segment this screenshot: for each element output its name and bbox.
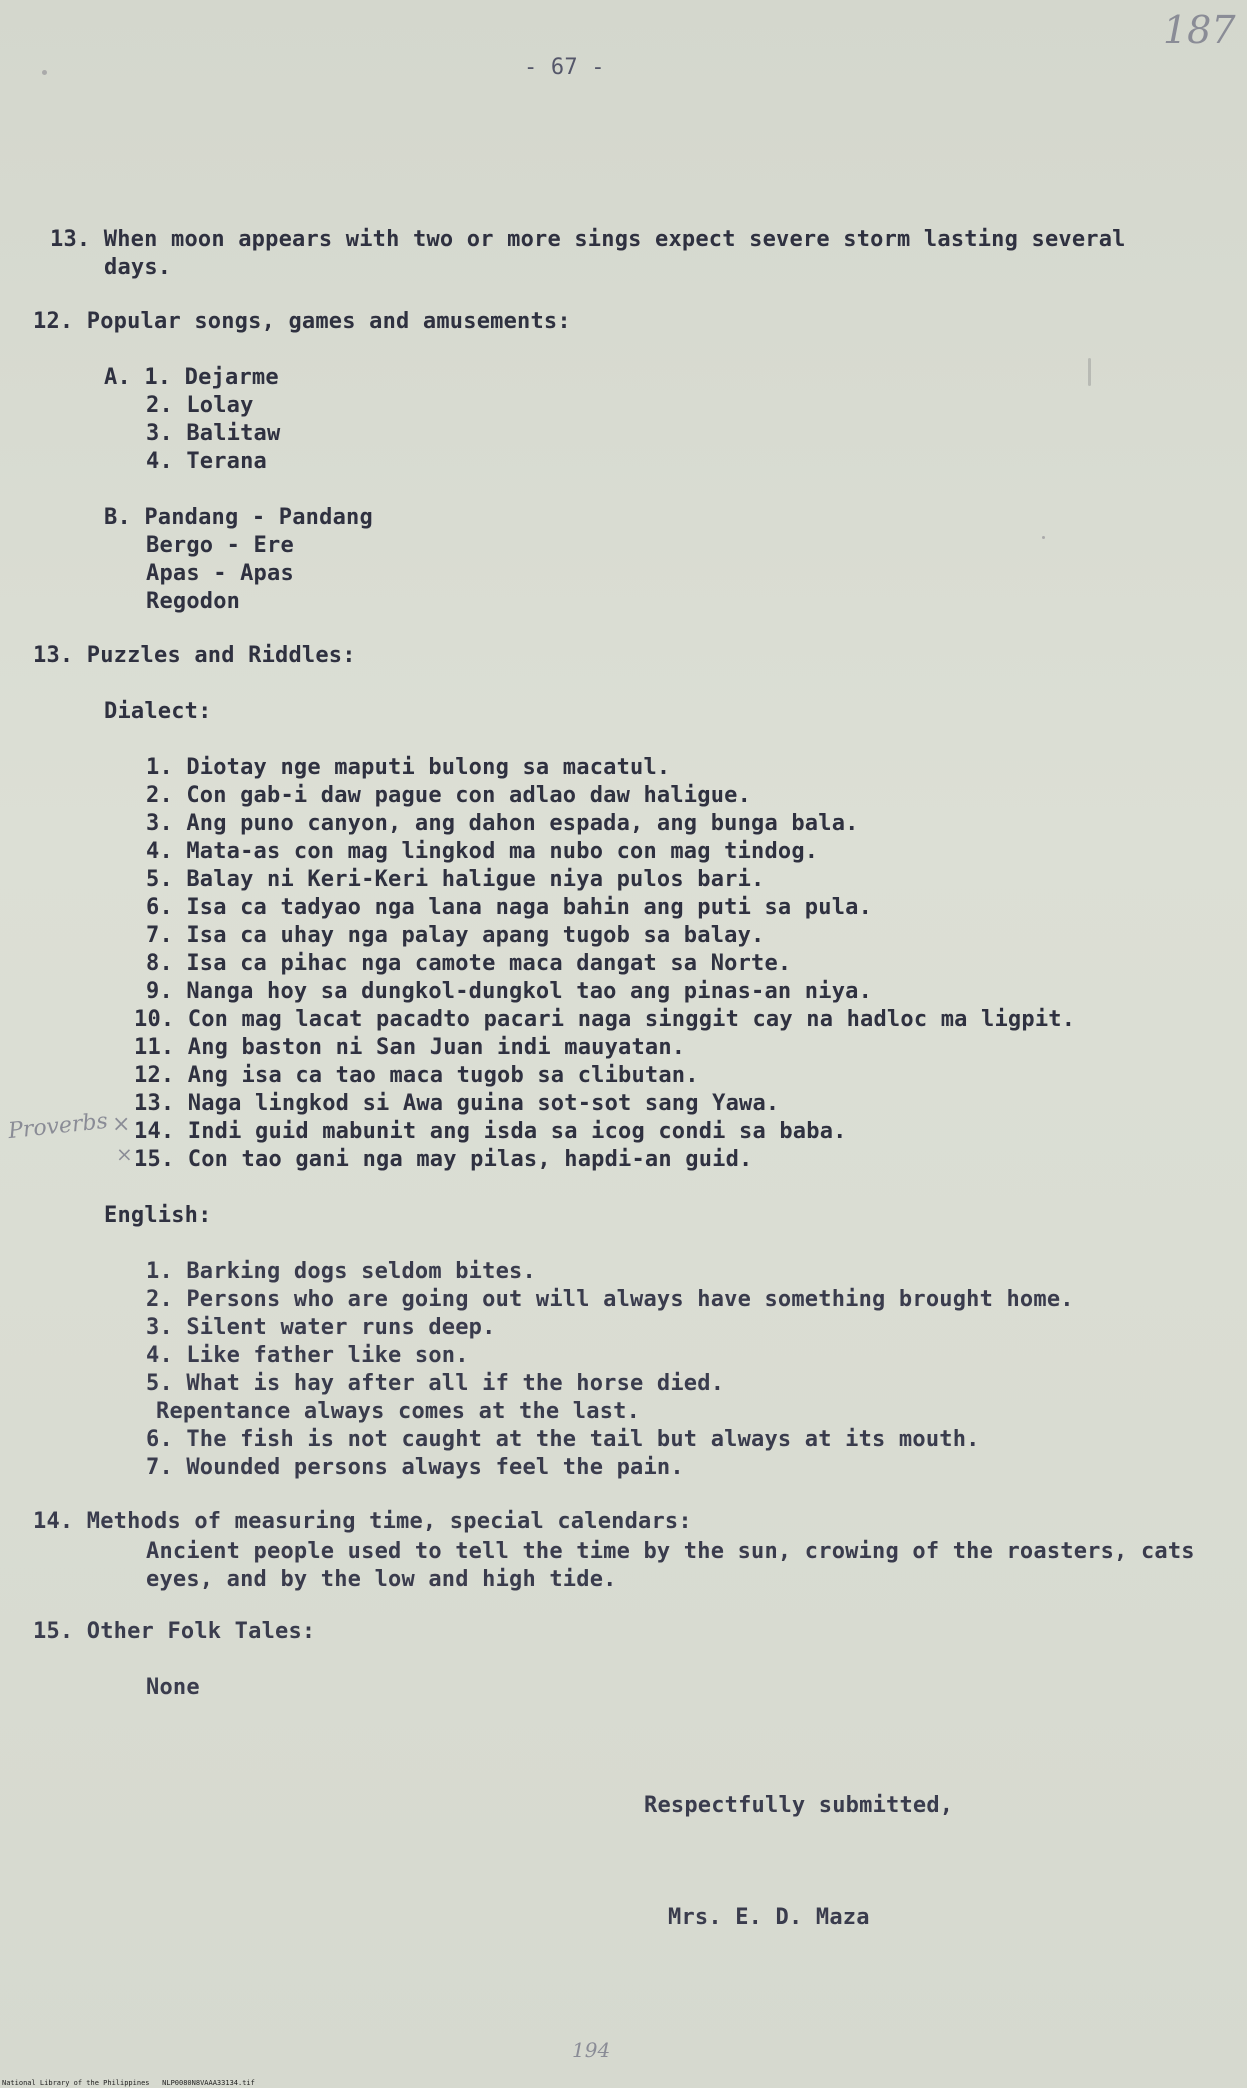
riddle-item: 9. Nanga hoy sa dungkol-dungkol tao ang pinas-an niya. <box>146 979 873 1004</box>
section-15-body: None <box>146 1675 200 1700</box>
riddle-item: 14. Indi guid mabunit ang isda sa icog condi sa baba. <box>134 1119 847 1144</box>
weather-item-line-2: days. <box>104 255 172 280</box>
song-item: A. 1. Dejarme <box>104 365 279 390</box>
proverb-item: 5. What is hay after all if the horse died. <box>146 1371 725 1396</box>
proverb-item: 7. Wounded persons always feel the pain. <box>146 1455 684 1480</box>
paper-speck <box>42 70 47 75</box>
section-12-heading: 12. Popular songs, games and amusements: <box>33 309 571 334</box>
proverb-item: Repentance always comes at the last. <box>156 1399 641 1424</box>
game-item: Apas - Apas <box>146 561 294 586</box>
riddle-item: 7. Isa ca uhay nga palay apang tugob sa balay. <box>146 923 765 948</box>
song-item: 3. Balitaw <box>146 421 281 446</box>
game-item: Regodon <box>146 589 241 614</box>
riddle-item: 6. Isa ca tadyao nga lana naga bahin ang puti sa pula. <box>146 895 873 920</box>
game-item: Bergo - Ere <box>146 533 294 558</box>
riddle-item: 13. Naga lingkod si Awa guina sot-sot sang Yawa. <box>134 1091 780 1116</box>
game-item: B. Pandang - Pandang <box>104 505 373 530</box>
archive-footer: National Library of the Philippines NLP0080N8VAAA33134.tif <box>2 2079 255 2087</box>
english-label: English: <box>104 1203 212 1228</box>
section-14-line-1: Ancient people used to tell the time by the sun, crowing of the roasters, cats <box>146 1539 1195 1564</box>
riddle-item: 1. Diotay nge maputi bulong sa macatul. <box>146 755 671 780</box>
riddle-item: 10. Con mag lacat pacadto pacari naga singgit cay na hadloc ma ligpit. <box>134 1007 1076 1032</box>
riddle-item: 12. Ang isa ca tao maca tugob sa clibutan. <box>134 1063 699 1088</box>
riddle-item: 4. Mata-as con mag lingkod ma nubo con mag tindog. <box>146 839 819 864</box>
section-15-heading: 15. Other Folk Tales: <box>33 1619 316 1644</box>
section-14-heading: 14. Methods of measuring time, special calendars: <box>33 1509 692 1534</box>
proverb-item: 3. Silent water runs deep. <box>146 1315 496 1340</box>
signature-name: Mrs. E. D. Maza <box>668 1905 870 1930</box>
section-14-line-2: eyes, and by the low and high tide. <box>146 1567 617 1592</box>
riddle-item: 5. Balay ni Keri-Keri haligue niya pulos bari. <box>146 867 765 892</box>
riddle-item: 3. Ang puno canyon, ang dahon espada, ang bunga bala. <box>146 811 859 836</box>
corner-handwritten-number: 187 <box>1163 8 1236 52</box>
margin-check-mark: × <box>116 1142 133 1166</box>
closing-text: Respectfully submitted, <box>644 1793 954 1818</box>
song-item: 4. Terana <box>146 449 268 474</box>
margin-check-mark: × <box>112 1112 131 1137</box>
page-number: - 67 - <box>524 55 605 80</box>
bottom-handwritten-number: 194 <box>572 2038 611 2062</box>
proverb-item: 2. Persons who are going out will always have something brought home. <box>146 1287 1074 1312</box>
section-13-heading: 13. Puzzles and Riddles: <box>33 643 356 668</box>
margin-note-proverbs: Proverbs <box>6 1108 109 1145</box>
riddle-item: 15. Con tao gani nga may pilas, hapdi-an guid. <box>134 1147 753 1172</box>
paper-speck <box>1042 536 1045 539</box>
proverb-item: 1. Barking dogs seldom bites. <box>146 1259 536 1284</box>
weather-item-line-1: 13. When moon appears with two or more sings expect severe storm lasting several <box>50 227 1126 252</box>
proverb-item: 6. The fish is not caught at the tail but always at its mouth. <box>146 1427 980 1452</box>
song-item: 2. Lolay <box>146 393 254 418</box>
riddle-item: 2. Con gab-i daw pague con adlao daw haligue. <box>146 783 752 808</box>
proverb-item: 4. Like father like son. <box>146 1343 469 1368</box>
paper-speck <box>1088 358 1091 386</box>
riddle-item: 8. Isa ca pihac nga camote maca dangat sa Norte. <box>146 951 792 976</box>
dialect-label: Dialect: <box>104 699 212 724</box>
riddle-item: 11. Ang baston ni San Juan indi mauyatan. <box>134 1035 686 1060</box>
